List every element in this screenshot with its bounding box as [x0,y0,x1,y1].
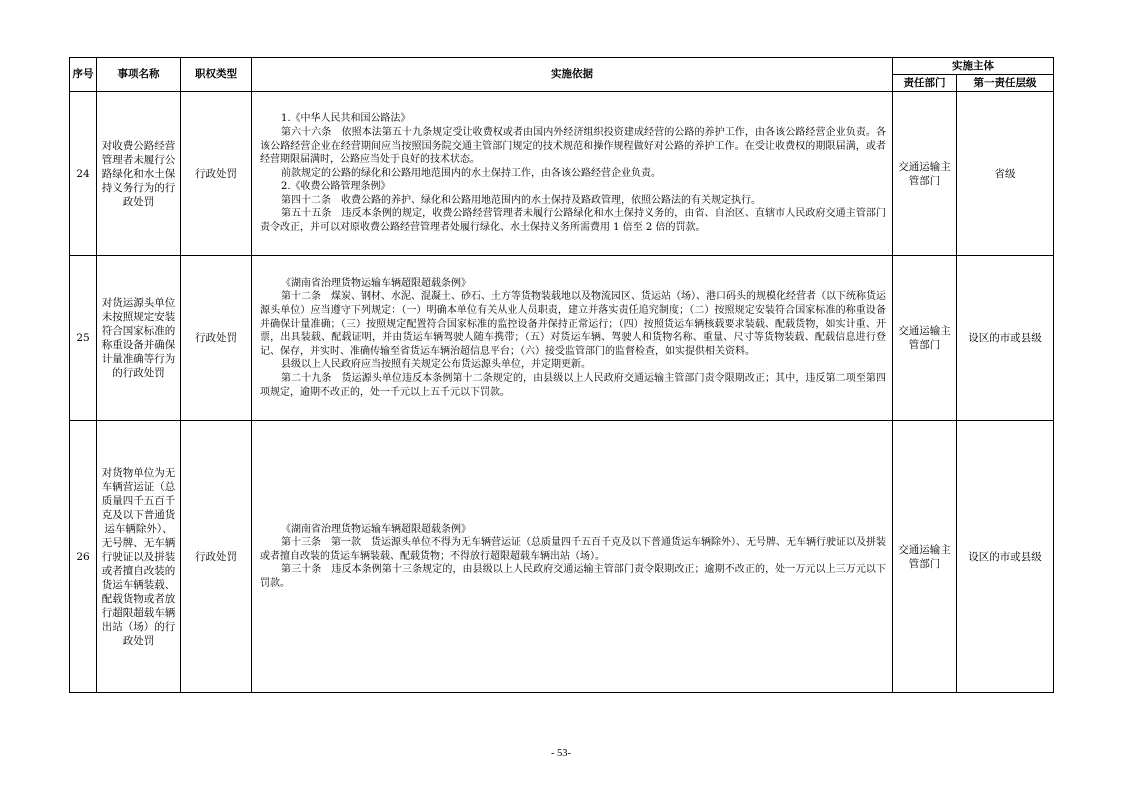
basis-paragraph: 第二十九条 货运源头单位违反本条例第十二条规定的，由县级以上人民政府交通运输主管部门责令限期改正；其中，违反第二项至第四项规定，逾期不改正的，处一千元以上五千元以下罚款。 [260,372,886,398]
row-power-type: 行政处罚 [181,92,252,256]
header-level: 第一责任层级 [957,75,1054,92]
row-item-name: 对货物单位为无车辆营运证（总质量四千五百千克及以下普通货运车辆除外）、无号牌、无车辆行驶证以及拼装或者擅自改装的货运车辆装载、配载货物或者放行超限超载车辆出站（场）的行政处罚 [97,421,181,693]
row-dept: 交通运输主管部门 [893,92,957,256]
basis-paragraph: 第十二条 煤炭、钢材、水泥、混凝土、砂石、土方等货物装载地以及物流园区、货运站（场）、港口码头的规模化经营者（以下统称货运源头单位）应当遵守下列规定：（一）明确本单位有关从业人员职责，建立并落实责任追究制度；（二）按照规定安装符合国家标准的称重设备并确保计量准确；（三）按照规定配置符合国家标准的监控设备并保持正常运行；（四）按照货运车辆核载要求装载、配载货物，如实计重、开票，出具装载、配载证明，并由货运车辆驾驶人随车携带；（五）对货运车辆、驾驶人和货物名称、重量、尺寸等货物装载、配载信息进行登记、保存，并实时、准确传输至省货运车辆治超信息平台；（六）接受监管部门的监督检查，如实提供相关资料。 [260,291,886,357]
row-basis [252,256,893,421]
basis-paragraph: 县级以上人民政府应当按照有关规定公布货运源头单位，并定期更新。 [281,359,591,371]
basis-paragraph: 第十三条 第一款 货运源头单位不得为无车辆营运证（总质量四千五百千克及以下普通货运车辆除外）、无号牌、无车辆行驶证以及拼装或者擅自改装的货运车辆装载、配载货物；不得放行超限超载车辆出站（场）。 [260,537,886,562]
basis-paragraph: 《湖南省治理货物运输车辆超限超载条例》 [281,523,471,535]
header-subject: 实施主体 [893,58,1054,75]
row-level: 设区的市或县级 [957,421,1054,693]
row-basis [252,421,893,693]
row-dept: 交通运输主管部门 [893,421,957,693]
page-number: - 53- [550,748,572,759]
table-row [70,92,1054,256]
table-row [70,421,1054,693]
basis-paragraph: 2.《收费公路管理条例》 [281,181,391,193]
header-power-type: 职权类型 [181,58,252,92]
row-seq: 25 [70,256,97,421]
basis-paragraph: 第六十六条 依照本法第五十九条规定受让收费权或者由国内外经济组织投资建成经营的公路的养护工作，由各该公路经营企业负责。各该公路经营企业在经营期间应当按照国务院交通主管部门规定的技术规范和操作规程做好对公路的养护工作。在受让收费权的期限届满，或者经营期限届满时，公路应当处于良好的技术状态。 [260,126,886,166]
header-basis: 实施依据 [252,58,893,92]
row-item-name: 对货运源头单位未按照规定安装符合国家标准的称重设备并确保计量准确等行为的行政处罚 [97,256,181,421]
header-dept: 责任部门 [893,75,957,92]
basis-paragraph: 第五十五条 违反本条例的规定，收费公路经营管理者未履行公路绿化和水土保持义务的，由省、自治区、直辖市人民政府交通主管部门责令改正，并可以对原收费公路经营管理者处履行绿化、水土保持义务所需费用 1 倍至 2 倍的罚款。 [260,208,886,234]
row-seq: 24 [70,92,97,256]
header-item-name: 事项名称 [97,58,181,92]
table-row [70,256,1054,421]
row-basis [252,92,893,256]
basis-paragraph: 第三十条 违反本条例第十三条规定的，由县级以上人民政府交通运输主管部门责令限期改正；逾期不改正的，处一万元以上三万元以下罚款。 [260,564,886,589]
row-dept: 交通运输主管部门 [893,256,957,421]
enforcement-table [69,57,1054,693]
basis-paragraph: 第四十二条 收费公路的养护、绿化和公路用地范围内的水土保持及路政管理，依照公路法的有关规定执行。 [281,194,761,206]
header-seq: 序号 [70,58,97,92]
row-seq: 26 [70,421,97,693]
basis-paragraph: 1.《中华人民共和国公路法》 [281,113,411,125]
row-level: 省级 [957,92,1054,256]
row-level: 设区的市或县级 [957,256,1054,421]
row-power-type: 行政处罚 [181,256,252,421]
basis-paragraph: 前款规定的公路的绿化和公路用地范围内的水土保持工作，由各该公路经营企业负责。 [281,167,661,179]
row-item-name: 对收费公路经营管理者未履行公路绿化和水土保持义务行为的行政处罚 [97,92,181,256]
basis-paragraph: 《湖南省治理货物运输车辆超限超载条例》 [281,277,471,289]
row-power-type: 行政处罚 [181,421,252,693]
